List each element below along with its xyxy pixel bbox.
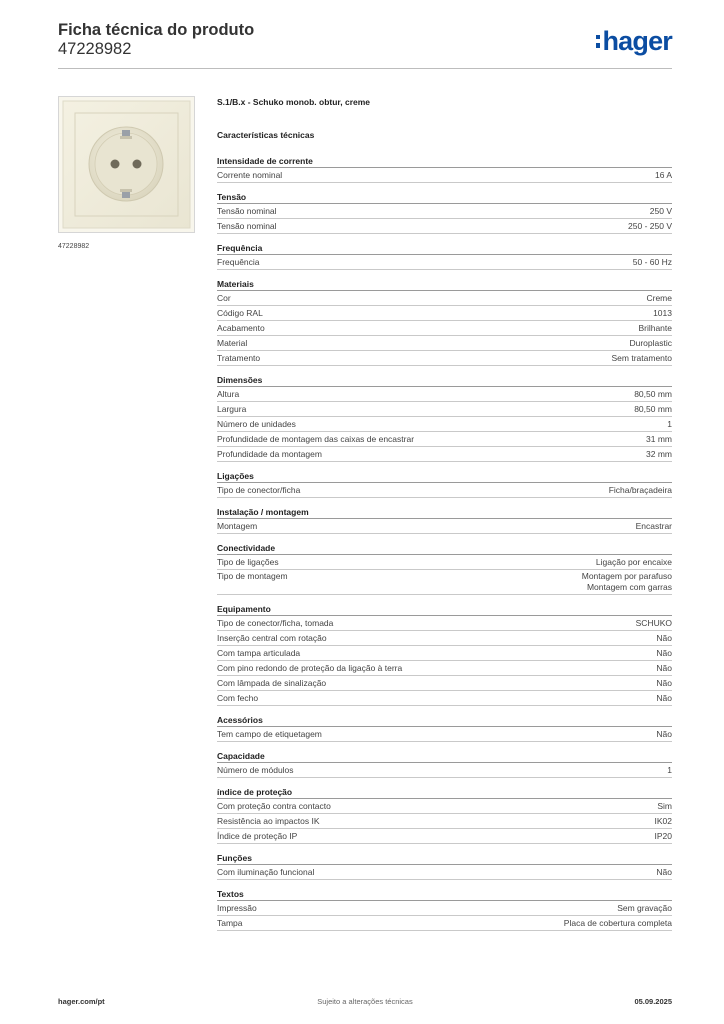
spec-value: 80,50 mm — [634, 404, 672, 414]
header-divider — [58, 68, 672, 69]
spec-section-title: Instalação / montagem — [217, 505, 672, 519]
spec-row — [217, 763, 672, 778]
spec-value: 1 — [667, 765, 672, 775]
spec-label: Código RAL — [217, 308, 263, 318]
spec-value: Não — [656, 693, 672, 703]
spec-section-title: índice de proteção — [217, 785, 672, 799]
spec-section — [217, 541, 672, 595]
spec-section-title: Capacidade — [217, 749, 672, 763]
spec-label: Cor — [217, 293, 231, 303]
spec-row — [217, 799, 672, 814]
spec-label: Tampa — [217, 918, 243, 928]
spec-value: Duroplastic — [629, 338, 672, 348]
spec-label: Tensão nominal — [217, 221, 277, 231]
spec-value: Brilhante — [638, 323, 672, 333]
spec-value: Sem tratamento — [611, 353, 672, 363]
spec-section — [217, 749, 672, 778]
spec-section-title: Acessórios — [217, 713, 672, 727]
spec-label: Montagem — [217, 521, 258, 531]
spec-row — [217, 321, 672, 336]
spec-value: IP20 — [654, 831, 672, 841]
spec-row — [217, 691, 672, 706]
spec-section-title: Ligações — [217, 469, 672, 483]
spec-label: Com iluminação funcional — [217, 867, 315, 877]
image-caption: 47228982 — [58, 243, 90, 250]
spec-label: Profundidade da montagem — [217, 449, 322, 459]
spec-row — [217, 570, 672, 595]
spec-row — [217, 901, 672, 916]
spec-section-title: Dimensões — [217, 373, 672, 387]
spec-value: Não — [656, 867, 672, 877]
spec-section — [217, 241, 672, 270]
spec-row — [217, 417, 672, 432]
spec-row — [217, 519, 672, 534]
spec-label: Impressão — [217, 903, 257, 913]
spec-row — [217, 865, 672, 880]
page-footer — [58, 997, 672, 1009]
spec-row — [217, 168, 672, 183]
spec-value: 16 A — [654, 170, 672, 180]
technical-specs — [217, 154, 672, 938]
spec-row — [217, 916, 672, 931]
spec-row — [217, 814, 672, 829]
spec-label: Material — [217, 338, 248, 348]
spec-row — [217, 631, 672, 646]
spec-value — [582, 571, 672, 594]
spec-row — [217, 676, 672, 691]
spec-value: Placa de cobertura completa — [563, 918, 672, 928]
spec-value: Ficha/braçadeira — [608, 485, 672, 495]
spec-label: Tratamento — [217, 353, 261, 363]
spec-row — [217, 661, 672, 676]
spec-section-title: Intensidade de corrente — [217, 154, 672, 168]
spec-value: 1 — [667, 419, 672, 429]
spec-value: Não — [656, 729, 672, 739]
spec-row — [217, 646, 672, 661]
spec-section — [217, 713, 672, 742]
spec-section — [217, 190, 672, 234]
schuko-socket-icon — [59, 97, 194, 232]
spec-row — [217, 447, 672, 462]
spec-value: 250 V — [649, 206, 672, 216]
spec-label: Tensão nominal — [217, 206, 277, 216]
spec-value: Sim — [657, 801, 672, 811]
spec-label: Acabamento — [217, 323, 265, 333]
spec-row — [217, 351, 672, 366]
spec-value: 31 mm — [646, 434, 672, 444]
product-number: 47228982 — [58, 40, 132, 58]
spec-value: 50 - 60 Hz — [632, 257, 672, 267]
spec-section-title: Materiais — [217, 277, 672, 291]
spec-label: Corrente nominal — [217, 170, 283, 180]
logo-text: hager — [602, 26, 672, 56]
spec-section — [217, 505, 672, 534]
spec-label: Com fecho — [217, 693, 259, 703]
spec-value: Não — [656, 633, 672, 643]
spec-section — [217, 851, 672, 880]
spec-section-title: Frequência — [217, 241, 672, 255]
spec-row — [217, 829, 672, 844]
footer-date: 05.09.2025 — [634, 997, 672, 1006]
spec-label: Frequência — [217, 257, 260, 267]
spec-row — [217, 616, 672, 631]
footer-website[interactable]: hager.com/pt — [58, 997, 105, 1006]
spec-section — [217, 373, 672, 462]
spec-value: Sem gravação — [617, 903, 672, 913]
spec-label: Número de unidades — [217, 419, 296, 429]
spec-label: Índice de proteção IP — [217, 831, 298, 841]
spec-value: Não — [656, 663, 672, 673]
spec-label: Número de módulos — [217, 765, 294, 775]
spec-label: Tipo de conector/ficha — [217, 485, 301, 495]
spec-label: Com pino redondo de proteção da ligação à terra — [217, 663, 403, 673]
page-header — [58, 20, 672, 70]
spec-value: SCHUKO — [635, 618, 672, 628]
spec-value: 80,50 mm — [634, 389, 672, 399]
product-image — [58, 96, 195, 233]
spec-value: IK02 — [654, 816, 672, 826]
spec-section — [217, 887, 672, 931]
spec-label: Com lâmpada de sinalização — [217, 678, 327, 688]
spec-value-line: Montagem com garras — [586, 581, 672, 592]
spec-row — [217, 306, 672, 321]
spec-row — [217, 727, 672, 742]
spec-value: 250 - 250 V — [628, 221, 672, 231]
spec-row — [217, 219, 672, 234]
spec-section — [217, 785, 672, 844]
spec-row — [217, 402, 672, 417]
spec-label: Resistência ao impactos IK — [217, 816, 320, 826]
hager-logo — [596, 26, 672, 56]
spec-row — [217, 432, 672, 447]
spec-value: 1013 — [653, 308, 672, 318]
spec-row — [217, 291, 672, 306]
spec-value: 32 mm — [646, 449, 672, 459]
spec-label: Tipo de ligações — [217, 557, 279, 567]
spec-row — [217, 483, 672, 498]
spec-section — [217, 469, 672, 498]
logo-dots-icon — [596, 35, 601, 48]
spec-label: Com tampa articulada — [217, 648, 301, 658]
spec-section — [217, 154, 672, 183]
spec-value: Encastrar — [635, 521, 672, 531]
spec-label: Largura — [217, 404, 247, 414]
spec-row — [217, 255, 672, 270]
spec-value: Não — [656, 678, 672, 688]
spec-label: Inserção central com rotação — [217, 633, 327, 643]
spec-label: Tem campo de etiquetagem — [217, 729, 322, 739]
footer-notice: Sujeito a alterações técnicas — [317, 997, 413, 1006]
spec-row — [217, 387, 672, 402]
spec-row — [217, 555, 672, 570]
spec-section-title: Equipamento — [217, 602, 672, 616]
spec-section-title: Textos — [217, 887, 672, 901]
spec-section-title: Conectividade — [217, 541, 672, 555]
spec-row — [217, 204, 672, 219]
spec-section — [217, 277, 672, 366]
spec-value: Ligação por encaixe — [595, 557, 672, 567]
document-title: Ficha técnica do produto — [58, 21, 255, 39]
spec-value: Creme — [646, 293, 672, 303]
spec-section — [217, 602, 672, 706]
spec-value-line: Montagem por parafuso — [581, 571, 672, 581]
spec-value: Não — [656, 648, 672, 658]
spec-label: Tipo de montagem — [217, 571, 288, 581]
spec-label: Com proteção contra contacto — [217, 801, 331, 811]
spec-section-title: Funções — [217, 851, 672, 865]
spec-section-title: Tensão — [217, 190, 672, 204]
product-name: S.1/B.x - Schuko monob. obtur, creme — [217, 97, 371, 107]
spec-label: Tipo de conector/ficha, tomada — [217, 618, 334, 628]
spec-label: Profundidade de montagem das caixas de encastrar — [217, 434, 415, 444]
specs-heading: Características técnicas — [217, 130, 315, 140]
spec-row — [217, 336, 672, 351]
spec-label: Altura — [217, 389, 240, 399]
